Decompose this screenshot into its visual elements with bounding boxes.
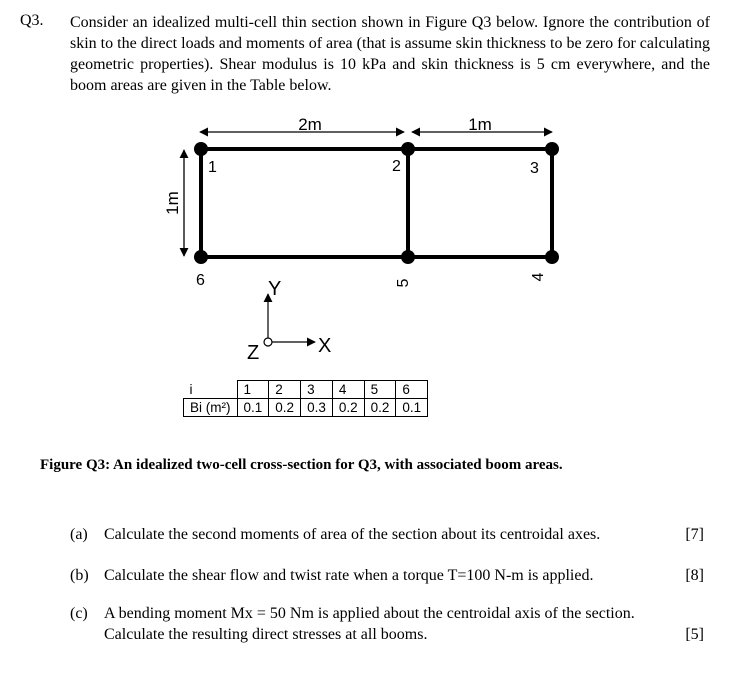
table-cell-area: 0.2 xyxy=(269,399,301,417)
axis-label-x: X xyxy=(318,335,332,357)
table-row-index xyxy=(184,381,428,399)
boom-1 xyxy=(194,142,208,156)
boom-2 xyxy=(401,142,415,156)
table-cell-index: 4 xyxy=(332,381,364,399)
table-cell-index: 6 xyxy=(396,381,428,399)
table-cell-area: 0.3 xyxy=(301,399,333,417)
boom-6 xyxy=(194,250,208,264)
part-marks: [5] xyxy=(685,626,704,643)
boom-area-table xyxy=(183,380,428,417)
part-text: Calculate the second moments of area of the section about its centroidal axes. xyxy=(104,526,601,543)
part-marks: [7] xyxy=(685,526,704,543)
figure-caption: Figure Q3: An idealized two-cell cross-section for Q3, with associated boom areas. xyxy=(40,457,563,473)
table-cell-area: 0.1 xyxy=(396,399,428,417)
question-intro: Consider an idealized multi-cell thin section shown in Figure Q3 below. Ignore the contribution of skin to the direct loads and moments of area (that is assume skin thickness to be zero for calculating geometric properties). Shear modulus is 10 kPa and skin thickness is 5 cm everywhere, and the boom areas are given in the Table below. xyxy=(70,14,710,94)
table-cell-index: 3 xyxy=(301,381,333,399)
table-cell-area: 0.2 xyxy=(332,399,364,417)
cell-walls xyxy=(201,149,552,257)
table-header-area: Bi (m²) xyxy=(184,399,238,417)
boom-label-6: 6 xyxy=(196,272,205,289)
dimension-label-2m: 2m xyxy=(298,115,322,134)
table-cell-index: 5 xyxy=(364,381,396,399)
boom-4 xyxy=(545,250,559,264)
boom-label-4: 4 xyxy=(530,272,547,282)
boom-label-3: 3 xyxy=(530,160,539,177)
part-marks: [8] xyxy=(685,567,704,584)
table-row-area xyxy=(184,399,428,417)
coordinate-axes xyxy=(264,294,315,346)
part-text: Calculate the shear flow and twist rate when a torque T=100 N-m is applied. xyxy=(104,567,594,584)
part-text: A bending moment Mx = 50 Nm is applied about the centroidal axis of the section. Calculate the resulting direct stresses at all booms. xyxy=(104,605,635,643)
boom-label-5: 5 xyxy=(395,278,412,288)
table-cell-area: 0.1 xyxy=(237,399,269,417)
axis-label-y: Y xyxy=(268,278,282,300)
boom-label-2: 2 xyxy=(392,158,401,175)
boom-3 xyxy=(545,142,559,156)
table-header-i: i xyxy=(184,381,238,399)
z-axis-icon xyxy=(264,338,272,346)
table-cell-index: 1 xyxy=(237,381,269,399)
dimension-label-1m: 1m xyxy=(468,115,492,134)
part-label: (c) xyxy=(70,605,88,622)
question-number: Q3. xyxy=(20,12,44,29)
table-cell-index: 2 xyxy=(269,381,301,399)
part-label: (a) xyxy=(70,526,88,543)
boom-label-1: 1 xyxy=(208,159,217,176)
dimension-label-height: 1m xyxy=(163,191,182,215)
axis-label-z: Z xyxy=(247,342,260,364)
boom-5 xyxy=(401,250,415,264)
table-cell-area: 0.2 xyxy=(364,399,396,417)
part-label: (b) xyxy=(70,567,89,584)
